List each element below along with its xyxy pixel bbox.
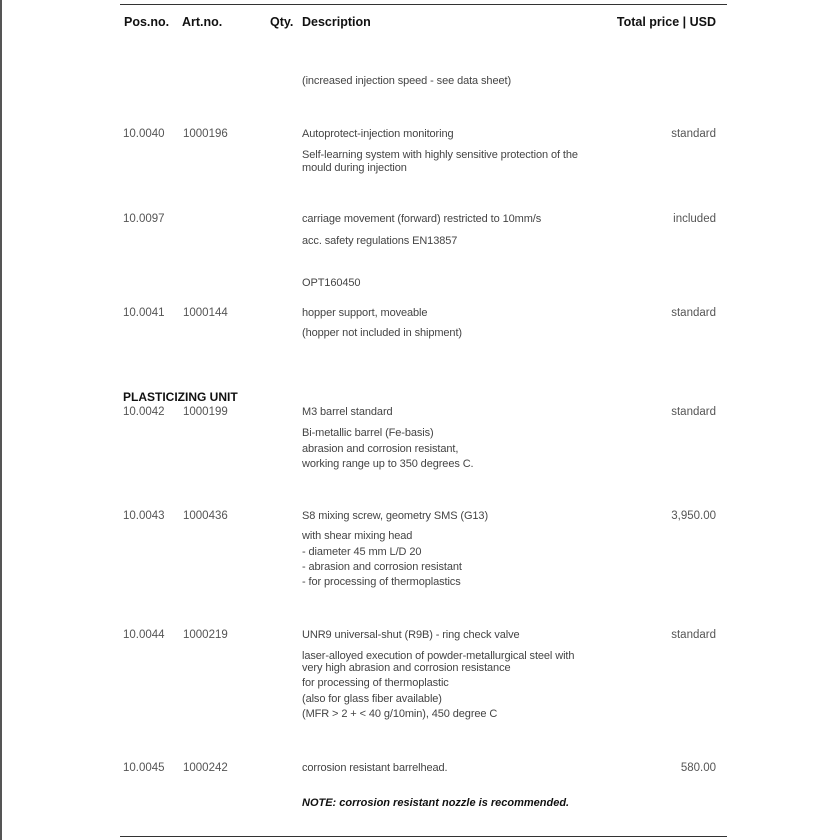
header-total-price: Total price | USD [616, 15, 716, 29]
item-detail-line: - diameter 45 mm L/D 20 [302, 546, 422, 558]
continuation-text: (increased injection speed - see data sheet) [302, 75, 512, 87]
item-detail-line: Self-learning system with highly sensitive protection of the [302, 149, 578, 161]
pos-number: 10.0043 [123, 510, 165, 522]
item-price: 580.00 [680, 762, 716, 774]
item-price: 3,950.00 [671, 510, 716, 522]
header-qty: Qty. [270, 15, 294, 29]
item-description: Autoprotect-injection monitoring [302, 128, 454, 140]
item-price: standard [671, 307, 716, 319]
item-price: included [673, 213, 716, 225]
item-detail-line: working range up to 350 degrees C. [302, 458, 474, 470]
item-detail-line: - abrasion and corrosion resistant [302, 561, 462, 573]
item-detail-line: acc. safety regulations EN13857 [302, 235, 458, 247]
item-description: S8 mixing screw, geometry SMS (G13) [302, 510, 489, 522]
item-price: standard [671, 629, 716, 641]
header-art-no: Art.no. [182, 15, 223, 29]
bottom-rule [120, 836, 727, 837]
pos-number: 10.0045 [123, 762, 165, 774]
article-number: 1000196 [183, 128, 228, 140]
item-detail-line: (MFR > 2 + < 40 g/10min), 450 degree C [302, 708, 498, 720]
pos-number: 10.0042 [123, 406, 165, 418]
header-pos-no: Pos.no. [124, 15, 170, 29]
item-detail-line: very high abrasion and corrosion resistance [302, 662, 511, 674]
item-detail-line: for processing of thermoplastic [302, 677, 449, 689]
section-title: PLASTICIZING UNIT [123, 390, 238, 404]
item-description: carriage movement (forward) restricted to 10mm/s [302, 213, 542, 225]
item-detail-line: - for processing of thermoplastics [302, 576, 461, 588]
pos-number: 10.0040 [123, 128, 165, 140]
item-price: standard [671, 406, 716, 418]
header-description: Description [302, 15, 371, 29]
article-number: 1000219 [183, 629, 228, 641]
item-price: standard [671, 128, 716, 140]
pos-number: 10.0097 [123, 213, 165, 225]
item-description: UNR9 universal-shut (R9B) - ring check valve [302, 629, 520, 641]
pos-number: 10.0044 [123, 629, 165, 641]
item-detail-line: (also for glass fiber available) [302, 693, 442, 705]
item-detail-line: (hopper not included in shipment) [302, 327, 462, 339]
top-rule [120, 4, 727, 5]
article-number: 1000436 [183, 510, 228, 522]
article-number: 1000242 [183, 762, 228, 774]
item-detail-line: Bi-metallic barrel (Fe-basis) [302, 427, 434, 439]
item-detail-line: laser-alloyed execution of powder-metallurgical steel with [302, 650, 575, 662]
article-number: 1000144 [183, 307, 228, 319]
item-description: hopper support, moveable [302, 307, 428, 319]
item-description: corrosion resistant barrelhead. [302, 762, 448, 774]
item-detail-line: abrasion and corrosion resistant, [302, 443, 459, 455]
item-detail-line: with shear mixing head [302, 530, 413, 542]
article-number: 1000199 [183, 406, 228, 418]
option-code: OPT160450 [302, 277, 361, 289]
pos-number: 10.0041 [123, 307, 165, 319]
note-text: NOTE: corrosion resistant nozzle is recommended. [302, 797, 570, 809]
item-description: M3 barrel standard [302, 406, 393, 418]
item-detail-line: mould during injection [302, 162, 407, 174]
